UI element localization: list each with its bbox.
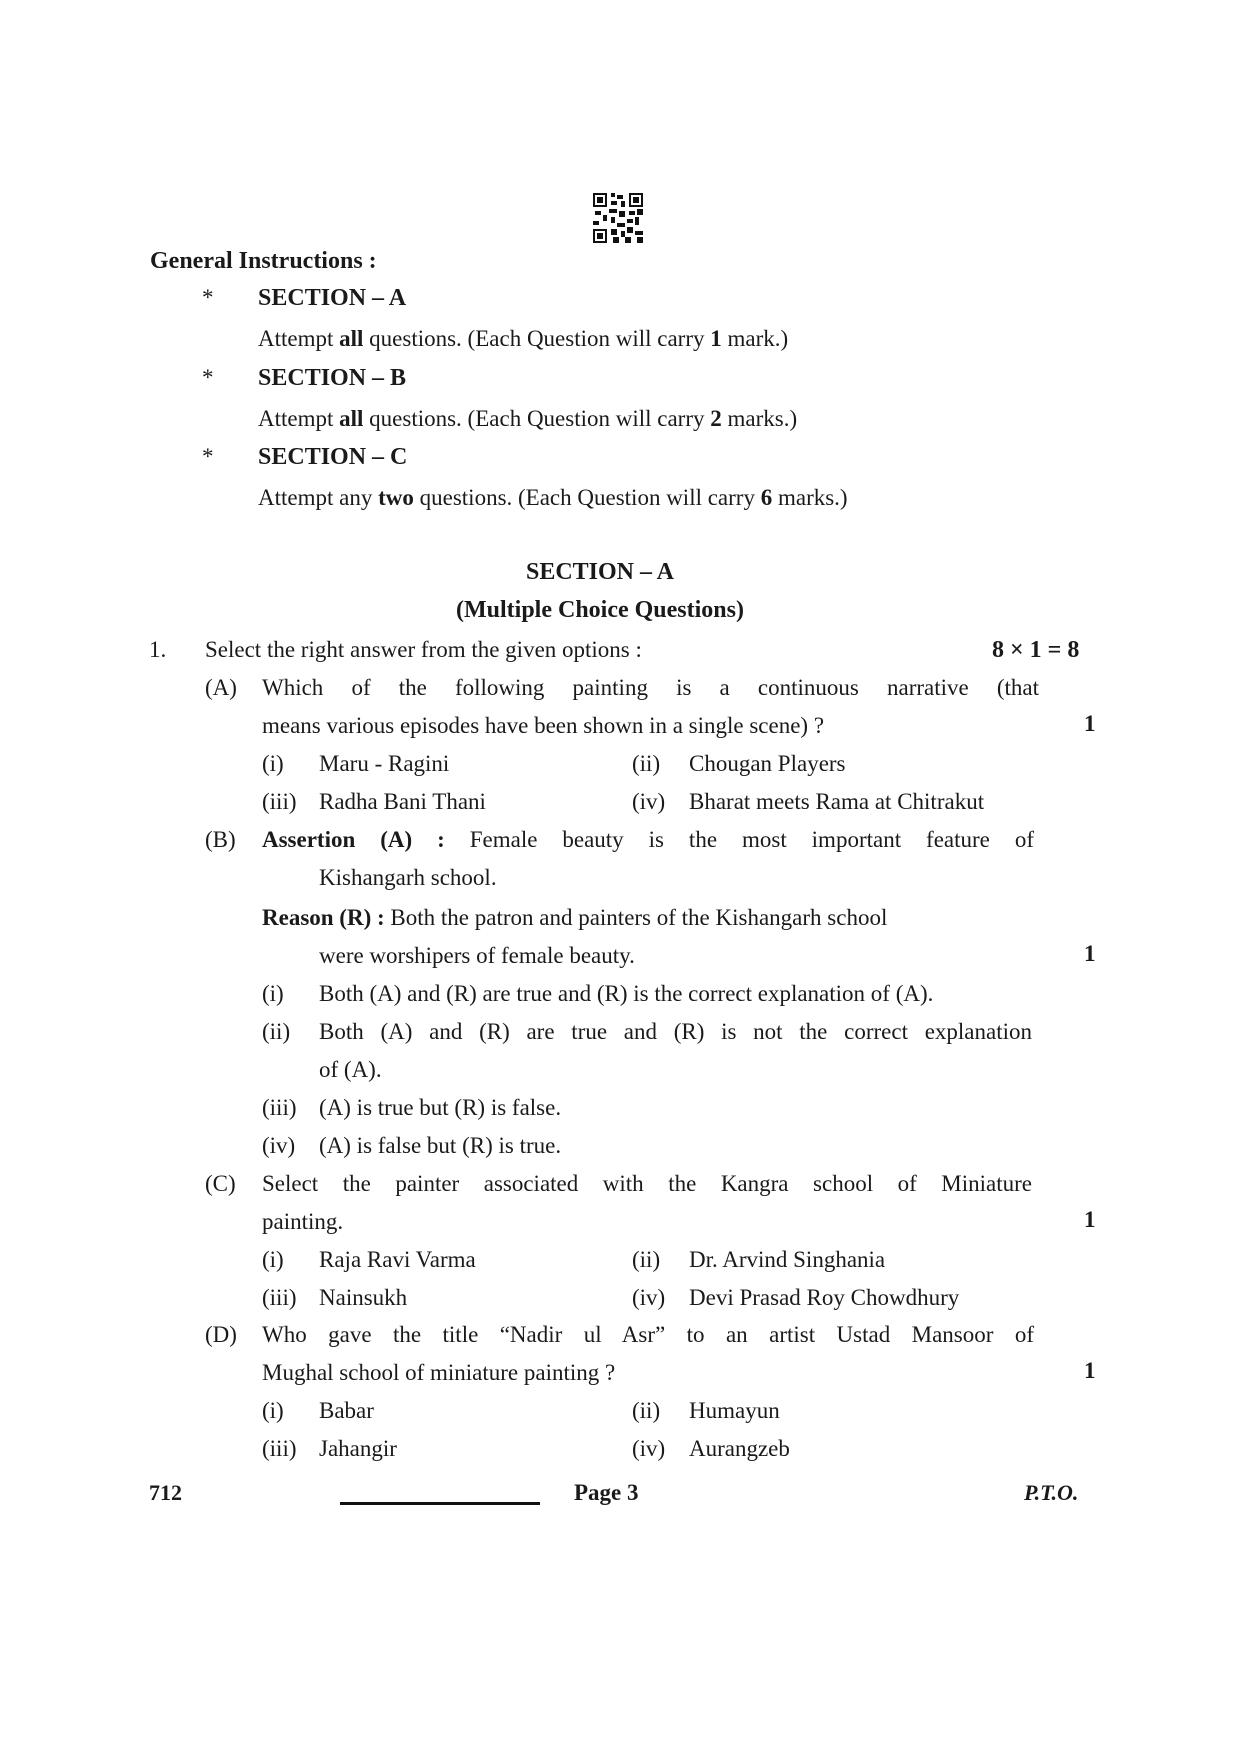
reason-line1: Reason (R) : Both the patron and painters of the Kishangarh school: [262, 905, 888, 930]
option-num: (i): [262, 981, 284, 1006]
question-number: 1.: [149, 637, 167, 662]
page-number: Page 3: [574, 1480, 639, 1505]
footer-divider: [340, 1502, 540, 1505]
option-num: (ii): [632, 1247, 661, 1272]
sub-question-d-line2: Mughal school of miniature painting ?: [262, 1360, 616, 1385]
general-instructions-title: General Instructions :: [150, 248, 377, 274]
option-num: (iv): [262, 1133, 296, 1158]
option-num: (iii): [262, 1095, 297, 1120]
option-num: (iii): [262, 1285, 297, 1310]
bullet: *: [202, 365, 214, 390]
option-num: (iii): [262, 1436, 297, 1461]
reason-line2: were worshipers of female beauty.: [319, 943, 635, 968]
option-num: (i): [262, 751, 284, 776]
option-text: Devi Prasad Roy Chowdhury: [689, 1285, 960, 1310]
option-text: (A) is false but (R) is true.: [319, 1133, 562, 1158]
sub-question-c-line2: painting.: [262, 1209, 344, 1234]
paper-code: 712: [149, 1480, 182, 1505]
option-text: Radha Bani Thani: [319, 789, 486, 814]
option-num: (ii): [262, 1019, 291, 1044]
option-num: (ii): [632, 1398, 661, 1423]
option-text: Both (A) and (R) are true and (R) is not the correct explanation: [319, 1019, 1032, 1044]
option-num: (i): [262, 1398, 284, 1423]
option-num: (iv): [632, 1285, 666, 1310]
section-a-subtitle: (Multiple Choice Questions): [456, 597, 744, 623]
option-text: Babar: [319, 1398, 374, 1423]
sub-question-a-line1: Which of the following painting is a continuous narrative (that: [262, 675, 1039, 700]
sub-question-b-marks: 1: [1084, 941, 1096, 966]
question-marks: 8 × 1 = 8: [992, 637, 1080, 663]
option-num: (iv): [632, 789, 666, 814]
sub-question-a-marks: 1: [1084, 711, 1096, 736]
option-text: Both (A) and (R) are true and (R) is the correct explanation of (A).: [319, 981, 934, 1006]
instruction-section-c: SECTION – C: [258, 444, 408, 470]
sub-question-label-b: (B): [205, 827, 236, 852]
section-a-title: SECTION – A: [525, 559, 675, 585]
option-text-cont: of (A).: [319, 1057, 382, 1082]
instruction-text-a: Attempt all questions. (Each Question will carry 1 mark.): [258, 326, 789, 351]
bullet: *: [202, 444, 214, 469]
sub-question-a-line2: means various episodes have been shown in a single scene) ?: [262, 713, 825, 738]
assertion-line2: Kishangarh school.: [319, 865, 497, 890]
sub-question-d-marks: 1: [1084, 1358, 1096, 1383]
instruction-text-b: Attempt all questions. (Each Question will carry 2 marks.): [258, 406, 798, 431]
sub-question-label-d: (D): [205, 1322, 237, 1347]
option-text: Raja Ravi Varma: [319, 1247, 476, 1272]
option-text: Humayun: [689, 1398, 780, 1423]
option-text: Chougan Players: [689, 751, 846, 776]
option-text: Bharat meets Rama at Chitrakut: [689, 789, 985, 814]
option-text: Maru - Ragini: [319, 751, 450, 776]
option-num: (iii): [262, 789, 297, 814]
instruction-section-b: SECTION – B: [258, 365, 407, 391]
option-text: Jahangir: [319, 1436, 397, 1461]
instruction-section-a: SECTION – A: [258, 285, 407, 311]
option-text: Aurangzeb: [689, 1436, 790, 1461]
bullet: *: [202, 285, 214, 310]
sub-question-label-c: (C): [205, 1171, 236, 1196]
sub-question-c-line1: Select the painter associated with the Kangra school of Miniature: [262, 1171, 1032, 1196]
assertion-line1: Assertion (A) : Female beauty is the most important feature of: [262, 827, 1034, 852]
option-num: (ii): [632, 751, 661, 776]
qr-code-icon: [593, 193, 643, 243]
question-text: Select the right answer from the given options :: [205, 637, 642, 662]
option-text: Nainsukh: [319, 1285, 408, 1310]
instruction-text-c: Attempt any two questions. (Each Question will carry 6 marks.): [258, 485, 848, 510]
pto-label: P.T.O.: [1024, 1480, 1079, 1505]
option-text: (A) is true but (R) is false.: [319, 1095, 562, 1120]
option-num: (i): [262, 1247, 284, 1272]
option-num: (iv): [632, 1436, 666, 1461]
sub-question-label-a: (A): [205, 675, 237, 700]
option-text: Dr. Arvind Singhania: [689, 1247, 886, 1272]
sub-question-d-line1: Who gave the title “Nadir ul Asr” to an artist Ustad Mansoor of: [262, 1322, 1034, 1347]
sub-question-c-marks: 1: [1084, 1207, 1096, 1232]
